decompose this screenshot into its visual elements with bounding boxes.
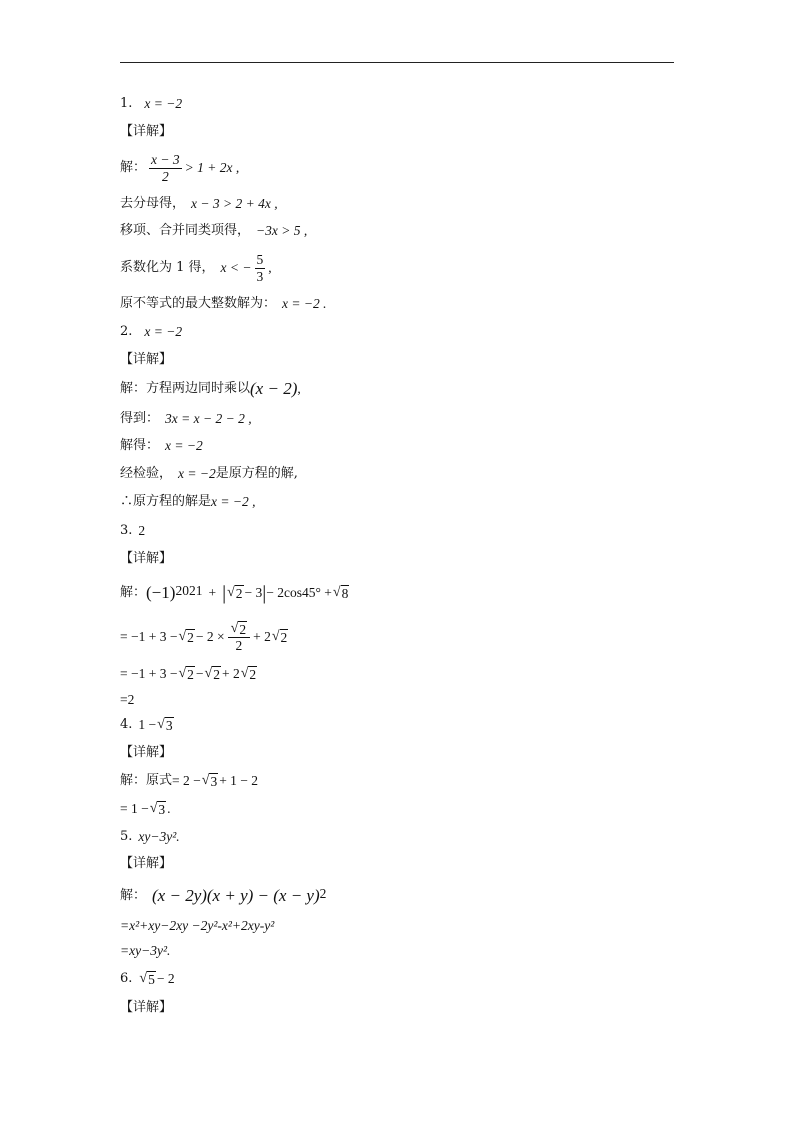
- radicand: 3: [165, 718, 173, 733]
- step-math: x = −2 .: [282, 296, 327, 311]
- step-math: = 1 −: [120, 801, 149, 816]
- radicand: 2: [187, 667, 194, 682]
- item-4-answer-line: [120, 716, 175, 734]
- item-2-solution-line-3: [120, 437, 203, 455]
- radicand: 2: [249, 667, 257, 682]
- solution-prefix: 解：: [120, 585, 147, 600]
- answer-math: 1 −: [138, 717, 157, 732]
- step-math: (x − 2): [250, 379, 298, 398]
- punctuation: ,: [268, 260, 272, 275]
- step-math: (x − 2y)(x + y) − (x − y): [152, 886, 320, 905]
- step-math: = −1 + 3 −: [120, 666, 178, 681]
- sqrt: √ 2: [271, 629, 288, 645]
- detail-heading: [120, 550, 172, 568]
- detail-heading-label: 【详解】: [120, 1000, 173, 1015]
- fraction-denominator: 2: [235, 638, 243, 654]
- item-1-solution-line-4: [120, 250, 272, 286]
- item-4-solution-line-2: [120, 800, 171, 818]
- step-math: x < −: [220, 260, 252, 275]
- item-1-solution-line-5: [120, 295, 326, 313]
- abs-bar-right: |: [262, 582, 267, 604]
- fraction: [255, 252, 266, 284]
- step-math: + 1 − 2: [219, 773, 259, 788]
- answer-math: x = −2: [144, 324, 183, 339]
- item-number: 5.: [120, 829, 133, 844]
- answer-math: x = −2: [144, 96, 183, 111]
- solution-prefix: 解：原式: [120, 773, 173, 788]
- answer-math: xy−3y².: [138, 829, 180, 844]
- step-math: =2: [120, 692, 135, 707]
- item-1-solution-line-3: [120, 222, 307, 240]
- detail-heading: [120, 855, 172, 873]
- item-2-answer-line: [120, 323, 182, 341]
- radicand: 2: [213, 667, 220, 682]
- fraction-numerator: 5: [256, 251, 264, 267]
- sqrt: √ 2: [227, 585, 243, 601]
- detail-heading: [120, 999, 172, 1017]
- radicand: 2: [280, 630, 288, 645]
- step-text: 是原方程的解,: [215, 466, 298, 481]
- step-math: − 2cos45° +: [266, 585, 332, 600]
- radicand: 5: [148, 972, 155, 987]
- item-number: 1.: [120, 96, 133, 111]
- item-1-solution-line-2: [120, 195, 278, 213]
- step-math: = −1 + 3 −: [120, 629, 178, 644]
- radicand: 2: [239, 622, 247, 638]
- radicand: 3: [158, 802, 166, 817]
- detail-heading-label: 【详解】: [120, 745, 173, 760]
- fraction-denominator: 3: [256, 268, 264, 284]
- step-math: x = −2 ,: [211, 494, 256, 509]
- step-math: −: [195, 666, 204, 681]
- step-math: − 3: [244, 585, 263, 600]
- item-2-solution-line-1: [120, 380, 301, 398]
- step-text: 解得：: [120, 438, 160, 453]
- sqrt: √ 5: [139, 971, 155, 987]
- sqrt: √ 3: [201, 773, 218, 789]
- step-math: x = −2: [165, 438, 203, 453]
- step-text: ∴原方程的解是: [120, 494, 212, 509]
- punctuation: ,: [297, 381, 301, 396]
- item-2-solution-line-4: [120, 465, 298, 483]
- item-3-solution-line-1: 解： (−1) $^{2021}$ + | √ 2 − 3 | − 2cos45° + √ 8: [120, 582, 349, 604]
- detail-heading-label: 【详解】: [120, 551, 173, 566]
- item-3-answer-line: [120, 522, 145, 540]
- item-5-answer-line: [120, 828, 180, 846]
- solution-prefix: 解：: [120, 160, 147, 175]
- step-math: =xy−3y².: [120, 943, 171, 958]
- step-text: 得到：: [120, 411, 160, 426]
- sqrt: √ 2: [240, 666, 257, 682]
- sqrt: √ 2: [178, 629, 194, 645]
- radicand: 8: [341, 586, 349, 601]
- item-number: 4.: [120, 717, 133, 732]
- item-1-solution-line-1: [120, 150, 239, 186]
- sqrt: √ 2: [204, 666, 220, 682]
- detail-heading-label: 【详解】: [120, 856, 173, 871]
- fraction-numerator: √ 2: [228, 620, 250, 638]
- header-rule: [120, 62, 674, 63]
- solution-prefix: 解：: [120, 888, 147, 903]
- sqrt: √ 3: [157, 717, 173, 733]
- fraction-numerator: x − 3: [151, 151, 180, 167]
- item-5-solution-line-1: 解： (x − 2y)(x + y) − (x − y) $^2$: [120, 886, 327, 905]
- item-number: 3.: [120, 523, 133, 538]
- fraction-denominator: 2: [161, 168, 169, 184]
- inequality-rest: > 1 + 2x ,: [184, 160, 240, 175]
- item-5-solution-line-3: [120, 942, 170, 960]
- item-3-solution-line-2: [120, 617, 289, 657]
- step-math: =x²+xy−2xy −2y²-x²+2xy-y²: [120, 918, 275, 933]
- step-text: 原不等式的最大整数解为：: [120, 296, 277, 311]
- item-number: 2.: [120, 324, 133, 339]
- punctuation: .: [167, 801, 171, 816]
- detail-heading: [120, 744, 172, 762]
- sqrt: √ 2: [178, 666, 194, 682]
- radicand: 2: [235, 586, 243, 601]
- detail-heading-label: 【详解】: [120, 352, 173, 367]
- detail-heading: [120, 351, 172, 369]
- step-math: − 2 ×: [195, 629, 225, 644]
- step-math: x = −2: [178, 466, 216, 481]
- item-2-solution-line-5: [120, 493, 255, 511]
- item-6-answer-line: [120, 970, 175, 988]
- step-math: x − 3 > 2 + 4x ,: [191, 196, 278, 211]
- step-math: + 2: [253, 629, 271, 644]
- step-math: 3x = x − 2 − 2 ,: [165, 411, 252, 426]
- answer-math: 2: [138, 523, 146, 538]
- radicand: 3: [210, 774, 218, 789]
- sqrt: √ 3: [149, 801, 166, 817]
- step-text: 经检验，: [120, 466, 173, 481]
- item-5-solution-line-2: [120, 917, 274, 935]
- item-3-solution-line-3: [120, 665, 258, 683]
- radicand: 2: [187, 630, 194, 645]
- step-math: −3x > 5 ,: [256, 223, 308, 238]
- item-number: 6.: [120, 971, 133, 986]
- detail-heading-label: 【详解】: [120, 124, 173, 139]
- item-4-solution-line-1: [120, 772, 258, 790]
- step-text: 移项、合并同类项得，: [120, 223, 251, 238]
- step-text: 解：方程两边同时乘以: [120, 381, 251, 396]
- step-math: = 2 −: [172, 773, 201, 788]
- step-text: 去分母得，: [120, 196, 186, 211]
- item-3-solution-line-4: [120, 691, 134, 709]
- detail-heading: [120, 123, 172, 141]
- fraction: [149, 152, 182, 184]
- fraction: [228, 620, 250, 654]
- step-text: 系数化为 1 得，: [120, 260, 215, 275]
- answer-math: − 2: [156, 971, 175, 986]
- item-1-answer-line: [120, 95, 182, 113]
- step-math: + 2: [221, 666, 240, 681]
- item-2-solution-line-2: [120, 410, 252, 428]
- abs-bar-left: |: [222, 582, 227, 604]
- operator: +: [208, 585, 217, 600]
- sqrt: √ 8: [332, 585, 349, 601]
- power-base: (−1): [146, 583, 176, 602]
